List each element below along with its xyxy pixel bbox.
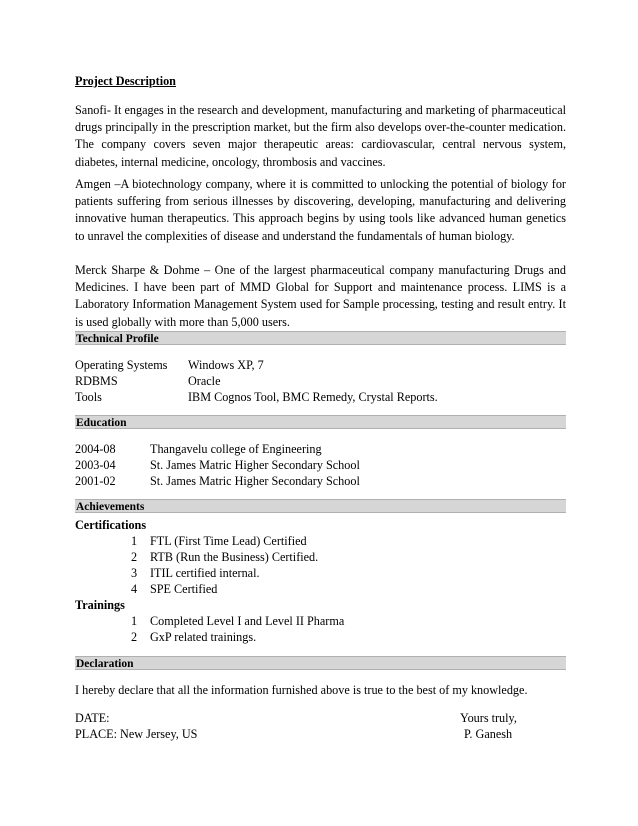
paragraph-text: Merck Sharpe & Dohme – One of the largest pharmaceutical company manufacturing Drugs and Medicines. I have been part of MMD Global for Support and maintenance process. LIMS is a Laboratory Information Management System used for Sample processing, testing and result entry. It is used globally with more than 5,000 users. (75, 263, 566, 329)
technical-profile-section-header: Technical Profile (75, 331, 566, 345)
item-text: ITIL certified internal. (150, 566, 260, 580)
date-label: DATE: (75, 711, 110, 725)
item-text: Completed Level I and Level II Pharma (150, 614, 345, 628)
item-text: SPE Certified (150, 582, 218, 596)
tech-label: RDBMS (75, 374, 118, 388)
education-institution: St. James Matric Higher Secondary School (150, 458, 360, 472)
project-paragraph-amgen (75, 176, 566, 245)
project-paragraph-merck (75, 262, 566, 331)
trainings-label: Trainings (75, 598, 125, 612)
project-paragraph-sanofi (75, 102, 566, 171)
certification-item (75, 581, 566, 597)
paragraph-text: Amgen –A biotechnology company, where it is committed to unlocking the potential of biology for patients suffering from serious illnesses by discovering, developing, manufacturing and delivering innovative human therapeutics. This approach begins by using tools like advanced human genetics to unravel the complexities of disease and understand the fundamentals of human biology. (75, 177, 566, 243)
item-number: 1 (131, 614, 138, 628)
item-number: 1 (131, 534, 138, 548)
item-number: 3 (131, 566, 138, 580)
training-item (75, 629, 566, 645)
education-section-header: Education (75, 415, 566, 429)
tech-label: Tools (75, 390, 102, 404)
education-institution: St. James Matric Higher Secondary School (150, 474, 360, 488)
education-institution: Thangavelu college of Engineering (150, 442, 322, 456)
item-text: RTB (Run the Business) Certified. (150, 550, 319, 564)
tech-value: IBM Cognos Tool, BMC Remedy, Crystal Reports. (188, 390, 438, 404)
item-number: 2 (131, 630, 138, 644)
education-year: 2004-08 (75, 442, 116, 456)
training-item (75, 613, 566, 629)
declaration-section-header: Declaration (75, 656, 566, 670)
tech-value: Windows XP, 7 (188, 358, 264, 372)
certification-item (75, 565, 566, 581)
place-label: PLACE: New Jersey, US (75, 727, 198, 741)
item-text: GxP related trainings. (150, 630, 257, 644)
tech-value: Oracle (188, 374, 221, 388)
certification-item (75, 549, 566, 565)
achievements-section-header: Achievements (75, 499, 566, 513)
education-year: 2001-02 (75, 474, 116, 488)
item-number: 4 (131, 582, 138, 596)
education-year: 2003-04 (75, 458, 116, 472)
item-number: 2 (131, 550, 138, 564)
item-text: FTL (First Time Lead) Certified (150, 534, 307, 548)
closing-text: Yours truly, (460, 711, 517, 725)
certifications-label: Certifications (75, 518, 147, 532)
declaration-text: I hereby declare that all the information furnished above is true to the best of my knowledge. (75, 683, 528, 697)
project-description-heading: Project Description (75, 74, 176, 88)
paragraph-text: Sanofi- It engages in the research and development, manufacturing and marketing of pharmaceutical drugs principally in the prescription market, but the firm also develops over-the-counter medication. The company covers seven major therapeutic areas: cardiovascular, central nervous system, diabetes, internal medicine, oncology, thrombosis and vaccines. (75, 103, 566, 169)
signature-name: P. Ganesh (464, 727, 513, 741)
certification-item (75, 533, 566, 549)
tech-label: Operating Systems (75, 358, 168, 372)
